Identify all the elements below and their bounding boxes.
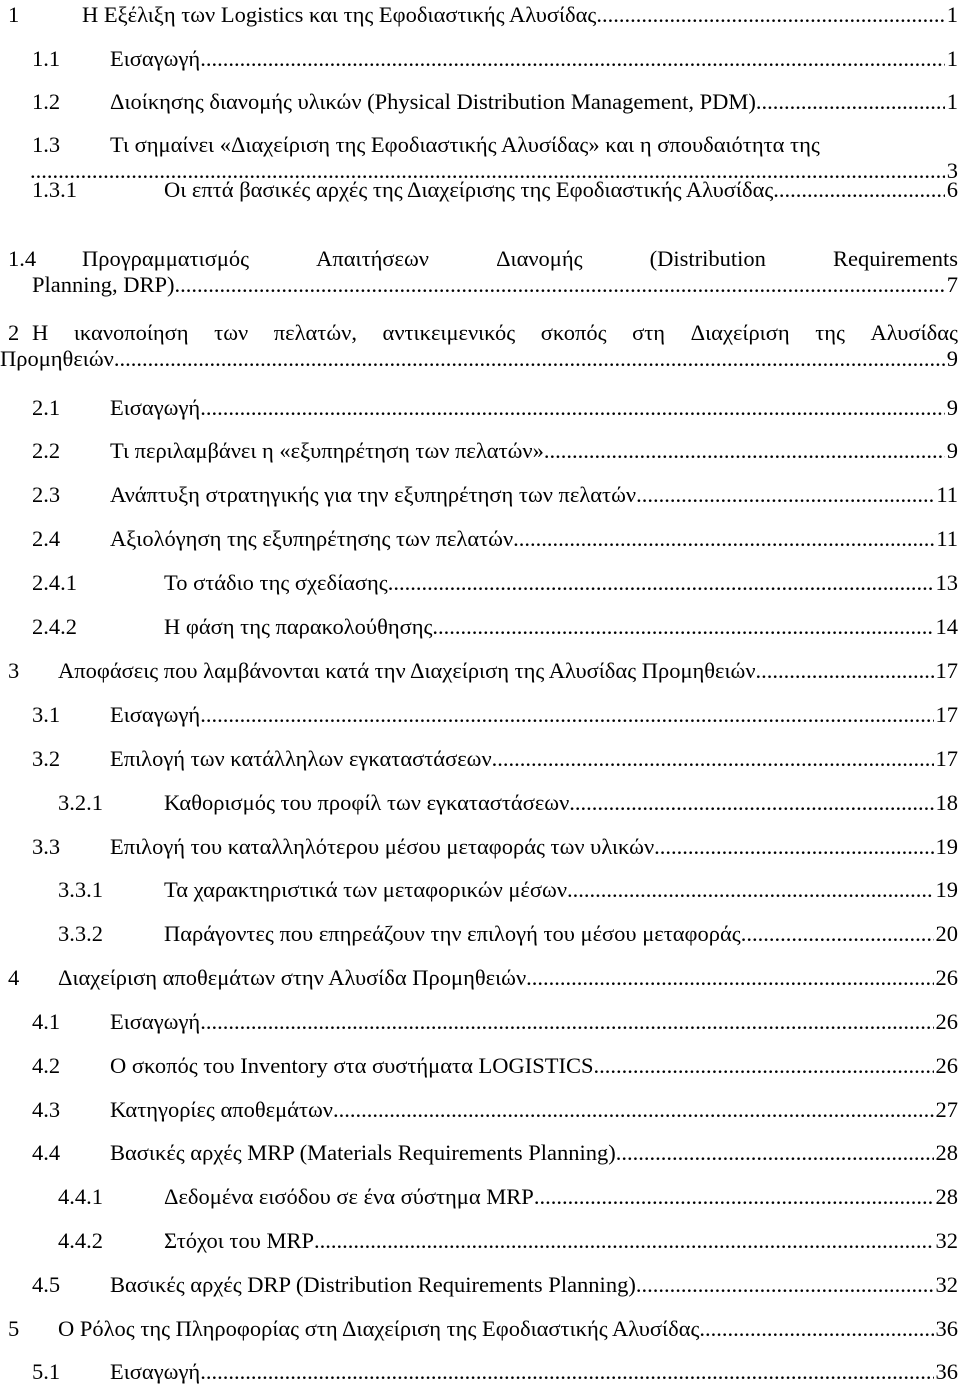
dot-leader: [200, 1359, 933, 1385]
toc-entry-number: 1.4: [8, 246, 37, 271]
toc-entry[interactable]: [0, 834, 958, 860]
toc-entry[interactable]: [0, 658, 958, 684]
toc-entry-number: 3.3.2: [58, 921, 103, 946]
dot-leader: [200, 1009, 933, 1035]
toc-entry-title: Αποφάσεις που λαμβάνονται κατά την Διαχείριση της Αλυσίδας Προμηθειών.: [58, 658, 762, 683]
toc-entry-number: 4.4.1: [58, 1184, 103, 1209]
toc-entry-title: Κατηγορίες αποθεμάτων: [110, 1097, 333, 1122]
toc-entry[interactable]: [0, 1272, 958, 1298]
dot-leader: [761, 658, 933, 684]
toc-entry[interactable]: [0, 1140, 958, 1166]
toc-entry[interactable]: [0, 1359, 958, 1385]
dot-leader: [119, 346, 944, 372]
toc-entry-page: 32: [935, 1272, 958, 1297]
toc-entry-number: 2: [8, 320, 20, 345]
toc-entry-page: 17: [935, 658, 958, 683]
toc-entry-number: 3.1: [32, 702, 61, 727]
dot-leader: [596, 2, 944, 28]
toc-entry-number: 5: [8, 1316, 20, 1341]
dot-leader: [526, 965, 933, 991]
toc-entry[interactable]: [0, 1228, 958, 1254]
toc-entry-title: Ο σκοπός του Inventory στα συστήματα LOGISTICS: [110, 1053, 594, 1078]
toc-entry-title: Τι σημαίνει «Διαχείριση της Εφοδιαστικής Αλυσίδας» και η σπουδαιότητα της: [110, 132, 820, 157]
toc-entry-page: 27: [935, 1097, 958, 1122]
toc-entry-number: 4.2: [32, 1053, 61, 1078]
toc-entry-page: 14: [935, 614, 958, 639]
toc-entry[interactable]: [0, 614, 958, 640]
toc-entry-page: 28: [935, 1184, 958, 1209]
dot-leader: [175, 272, 945, 298]
toc-entry-title: Το στάδιο της σχεδίασης: [164, 570, 388, 595]
dot-leader: [200, 46, 945, 72]
dot-leader: [741, 921, 934, 947]
toc-entry[interactable]: [0, 1097, 958, 1123]
toc-entry-page: 36: [935, 1359, 958, 1384]
toc-entry-page: 26: [935, 965, 958, 990]
toc-entry-title: Εισαγωγή: [110, 1009, 201, 1034]
toc-entry[interactable]: [0, 877, 958, 903]
toc-entry-page: 18: [935, 790, 958, 815]
toc-entry-title: Παράγοντες που επηρεάζουν την επιλογή του μέσου μεταφοράς: [164, 921, 741, 946]
dot-leader: [756, 89, 945, 115]
toc-entry-title-continuation: Planning, DRP): [32, 272, 175, 297]
toc-entry-number: 2.4.2: [32, 614, 77, 639]
toc-entry[interactable]: [0, 1184, 958, 1210]
toc-entry[interactable]: [0, 1009, 958, 1035]
toc-entry-title: Εισαγωγή: [110, 1359, 201, 1384]
dot-leader: [388, 570, 934, 596]
toc-entry-number: 2.1: [32, 395, 61, 420]
toc-entry-page: 17: [935, 702, 958, 727]
toc-entry-page: 11: [936, 482, 958, 507]
toc-entry[interactable]: [0, 1316, 958, 1342]
toc-entry[interactable]: [0, 570, 958, 596]
toc-entry-number: 3.2.1: [58, 790, 103, 815]
toc-entry-page: 13: [935, 570, 958, 595]
toc-entry-page: 32: [935, 1228, 958, 1253]
dot-leader: [705, 1316, 933, 1342]
dot-leader: [636, 1272, 934, 1298]
toc-entry[interactable]: [0, 702, 958, 728]
toc-entry-number: 2.4.1: [32, 570, 77, 595]
toc-entry[interactable]: [0, 526, 958, 552]
toc-entry-title: Εισαγωγή: [110, 395, 201, 420]
toc-entry-number: 4.3: [32, 1097, 61, 1122]
toc-entry-page: 20: [935, 921, 958, 946]
toc-entry[interactable]: [0, 921, 958, 947]
toc-entry-title: Διαχείριση αποθεμάτων στην Αλυσίδα Προμηθειών: [58, 965, 527, 990]
dot-leader: [654, 834, 933, 860]
toc-entry[interactable]: [0, 177, 958, 203]
toc-entry-page: 1: [946, 46, 958, 71]
toc-entry[interactable]: [0, 965, 958, 991]
toc-entry-page: 1: [946, 89, 958, 114]
toc-entry-number: 2.2: [32, 438, 61, 463]
toc-entry[interactable]: [0, 395, 958, 421]
toc-entry-number: 3.2: [32, 746, 61, 771]
toc-entry-number: 4.4: [32, 1140, 61, 1165]
toc-entry-title: Προγραμματισμός Απαιτήσεων Διανομής (Distribution Requirements: [82, 246, 958, 271]
toc-entry-title: Βασικές αρχές MRP (Materials Requirements Planning): [110, 1140, 616, 1165]
toc-entry-title-continuation: Προμηθειών.: [0, 346, 120, 371]
toc-entry-number: 3.3.1: [58, 877, 103, 902]
dot-leader: [544, 438, 945, 464]
toc-entry[interactable]: [0, 246, 958, 298]
toc-entry-number: 1: [8, 2, 20, 27]
toc-entry-page: 11: [936, 526, 958, 551]
toc-entry-title: Τα χαρακτηριστικά των μεταφορικών μέσων: [164, 877, 567, 902]
toc-entry-title: Η Εξέλιξη των Logistics και της Εφοδιαστικής Αλυσίδας: [82, 2, 597, 27]
dot-leader: [513, 526, 934, 552]
toc-entry-number: 3.3: [32, 834, 61, 859]
toc-entry-number: 4: [8, 965, 20, 990]
toc-entry-number: 4.1: [32, 1009, 61, 1034]
dot-leader: [200, 702, 933, 728]
toc-entry-title: Η ικανοποίηση των πελατών, αντικειμενικός σκοπός στη Διαχείριση της Αλυσίδας: [32, 320, 958, 345]
toc-entry-number: 1.3: [32, 132, 61, 157]
toc-entry-page: 26: [935, 1009, 958, 1034]
toc-entry-title: Καθορισμός του προφίλ των εγκαταστάσεων: [164, 790, 570, 815]
toc-entry-page: 17: [935, 746, 958, 771]
toc-entry-title: Στόχοι του MRP: [164, 1228, 314, 1253]
toc-entry-title: Οι επτά βασικές αρχές της Διαχείρισης της Εφοδιαστικής Αλυσίδας: [164, 177, 774, 202]
dot-leader: [642, 482, 935, 508]
toc-entry[interactable]: [0, 46, 958, 72]
toc-entry-number: 1.3.1: [32, 177, 77, 202]
dot-leader: [333, 1097, 934, 1123]
toc-entry-page: 36: [935, 1316, 958, 1341]
toc-entry-page: 9: [946, 346, 958, 371]
toc-entry-page: 19: [935, 877, 958, 902]
toc-entry-title: Βασικές αρχές DRP (Distribution Requirements Planning): [110, 1272, 636, 1297]
toc-entry-title: Ανάπτυξη στρατηγικής για την εξυπηρέτηση των πελατών.: [110, 482, 642, 507]
toc-entry-title: Επιλογή των κατάλληλων εγκαταστάσεων: [110, 746, 492, 771]
toc-entry[interactable]: [0, 89, 958, 115]
toc-entry-title: Τι περιλαμβάνει η «εξυπηρέτηση των πελατών»: [110, 438, 544, 463]
dot-leader: [567, 877, 934, 903]
dot-leader: [432, 614, 933, 640]
toc-entry-title: Επιλογή του καταλληλότερου μέσου μεταφοράς των υλικών: [110, 834, 655, 859]
toc-entry[interactable]: [0, 482, 958, 508]
dot-leader: [200, 395, 945, 421]
toc-entry-number: 4.5: [32, 1272, 61, 1297]
toc-entry-page: 3: [946, 158, 958, 183]
toc-entry-title: Ο Ρόλος της Πληροφορίας στη Διαχείριση της Εφοδιαστικής Αλυσίδας.: [58, 1316, 706, 1341]
dot-leader: [616, 1140, 934, 1166]
toc-entry-title: Αξιολόγηση της εξυπηρέτησης των πελατών: [110, 526, 514, 551]
toc-entry-page: 7: [946, 272, 958, 297]
dot-leader: [773, 177, 944, 203]
toc-entry-page: 1: [946, 2, 958, 27]
toc-entry-page: 19: [935, 834, 958, 859]
toc-entry-number: 1.2: [32, 89, 61, 114]
toc-entry-number: 2.3: [32, 482, 61, 507]
toc-entry[interactable]: [0, 746, 958, 772]
dot-leader: [594, 1053, 934, 1079]
toc-entry-title: Δεδομένα εισόδου σε ένα σύστημα MRP: [164, 1184, 534, 1209]
toc-entry[interactable]: [0, 790, 958, 816]
dot-leader: [314, 1228, 934, 1254]
dot-leader: [534, 1184, 934, 1210]
toc-entry-title: Η φάση της παρακολούθησης: [164, 614, 433, 639]
toc-entry-number: 4.4.2: [58, 1228, 103, 1253]
toc-entry-number: 5.1: [32, 1359, 61, 1384]
toc-entry-page: 9: [946, 438, 958, 463]
toc-entry-number: 3: [8, 658, 20, 683]
toc-entry[interactable]: [0, 320, 958, 372]
toc-entry-title: Εισαγωγή: [110, 702, 201, 727]
dot-leader: [569, 790, 933, 816]
toc-entry-page: 9: [946, 395, 958, 420]
toc-entry-number: 2.4: [32, 526, 61, 551]
toc-entry-number: 1.1: [32, 46, 61, 71]
toc-entry[interactable]: [0, 438, 958, 464]
dot-leader: [492, 746, 934, 772]
toc-entry-page: 6: [946, 177, 958, 202]
toc-entry-title: Διοίκησης διανομής υλικών (Physical Distribution Management, PDM): [110, 89, 756, 114]
toc-entry-page: 28: [935, 1140, 958, 1165]
toc-entry-page: 26: [935, 1053, 958, 1078]
toc-entry[interactable]: [0, 1053, 958, 1079]
toc-entry[interactable]: [0, 2, 958, 28]
toc-entry-title: Εισαγωγή: [110, 46, 201, 71]
